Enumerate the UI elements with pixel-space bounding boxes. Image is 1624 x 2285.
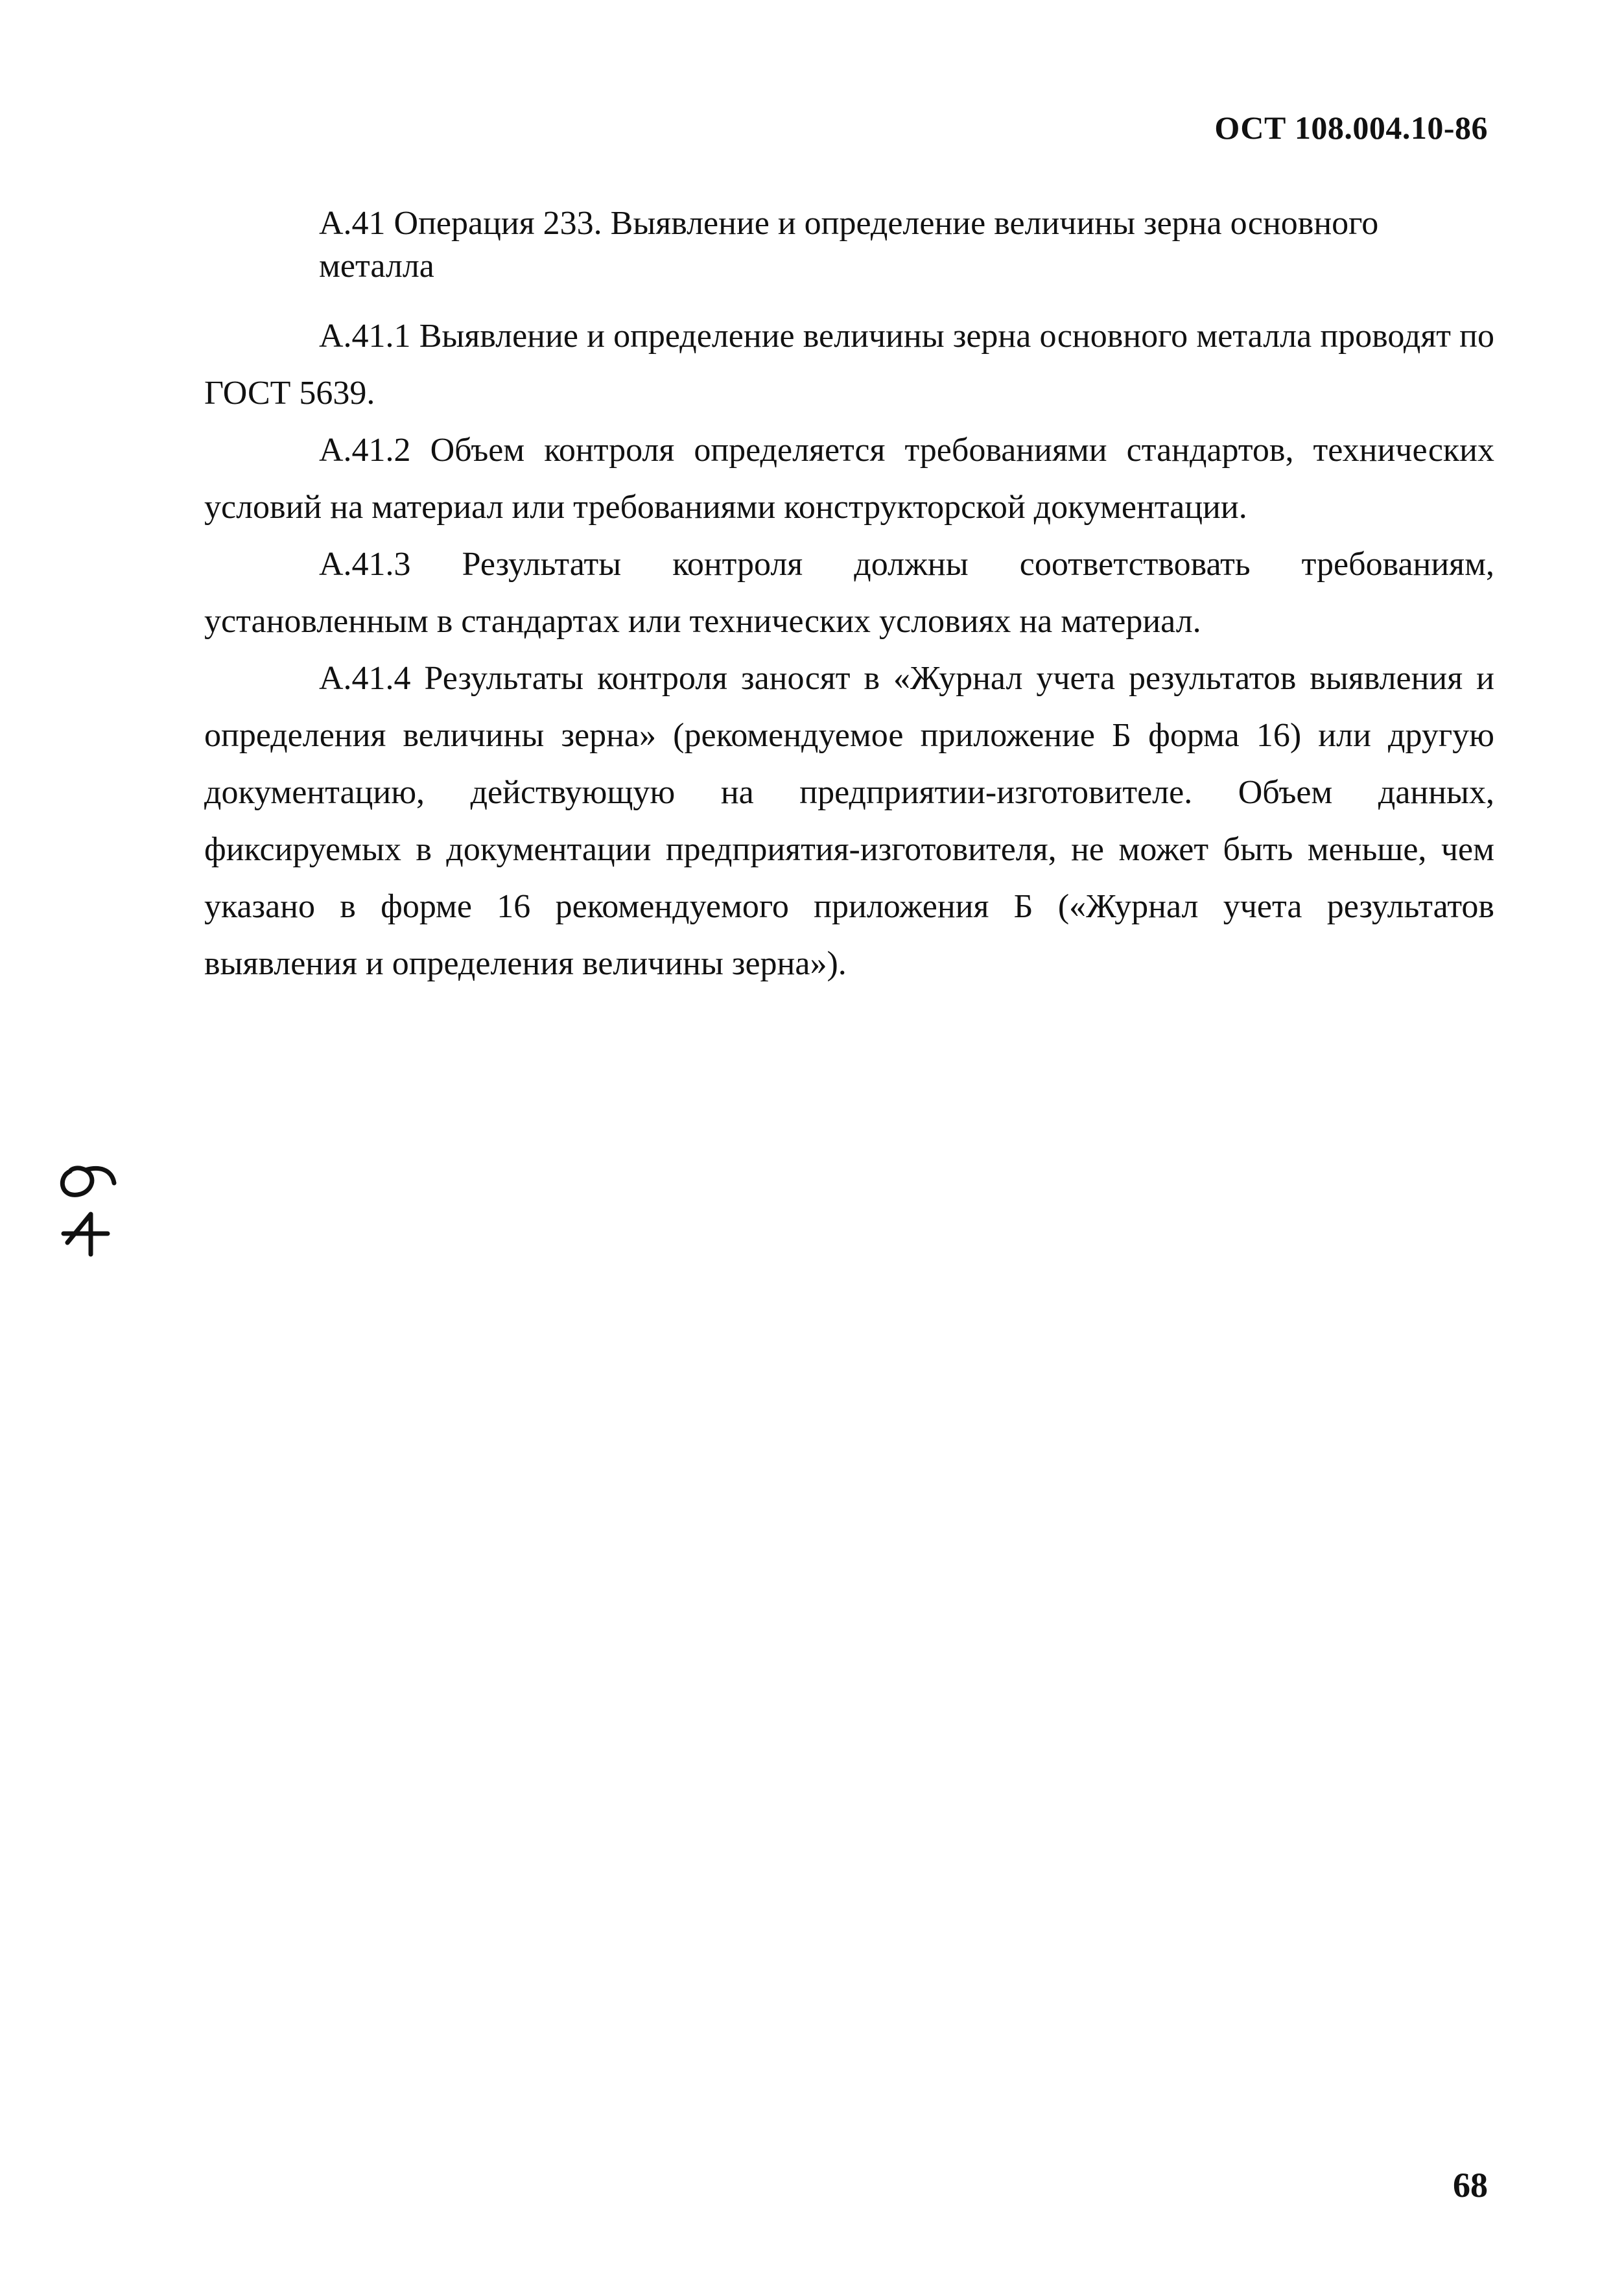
handwritten-page-mark	[52, 1157, 123, 1261]
page-number: 68	[1453, 2166, 1488, 2205]
paragraph-a41-3: А.41.3 Результаты контроля должны соответствовать требованиям, установленным в стандартах или технических условиях на материал.	[204, 546, 1494, 640]
section-title: А.41 Операция 233. Выявление и определение величины зерна основного металла	[319, 205, 1379, 285]
section-body	[204, 308, 1494, 992]
paragraph-a41-4: А.41.4 Результаты контроля заносят в «Журнал учета результатов выявления и определения величины зерна» (рекомендуемое приложение Б форма 16) или другую документацию, действующую на предприятии-изготовителе. Объем данных, фиксируемых в документации предприятия-изготовителя, не может быть меньше, чем указано в форме 16 рекомендуемого приложения Б («Журнал учета результатов выявления и определения величины зерна»).	[204, 660, 1494, 982]
paragraph-a41-2: А.41.2 Объем контроля определяется требованиями стандартов, технических условий на материал или требованиями конструкторской документации.	[204, 432, 1494, 526]
document-code: ОСТ 108.004.10-86	[1214, 110, 1488, 146]
paragraph-a41-1: А.41.1 Выявление и определение величины зерна основного металла проводят по ГОСТ 5639.	[204, 318, 1494, 412]
